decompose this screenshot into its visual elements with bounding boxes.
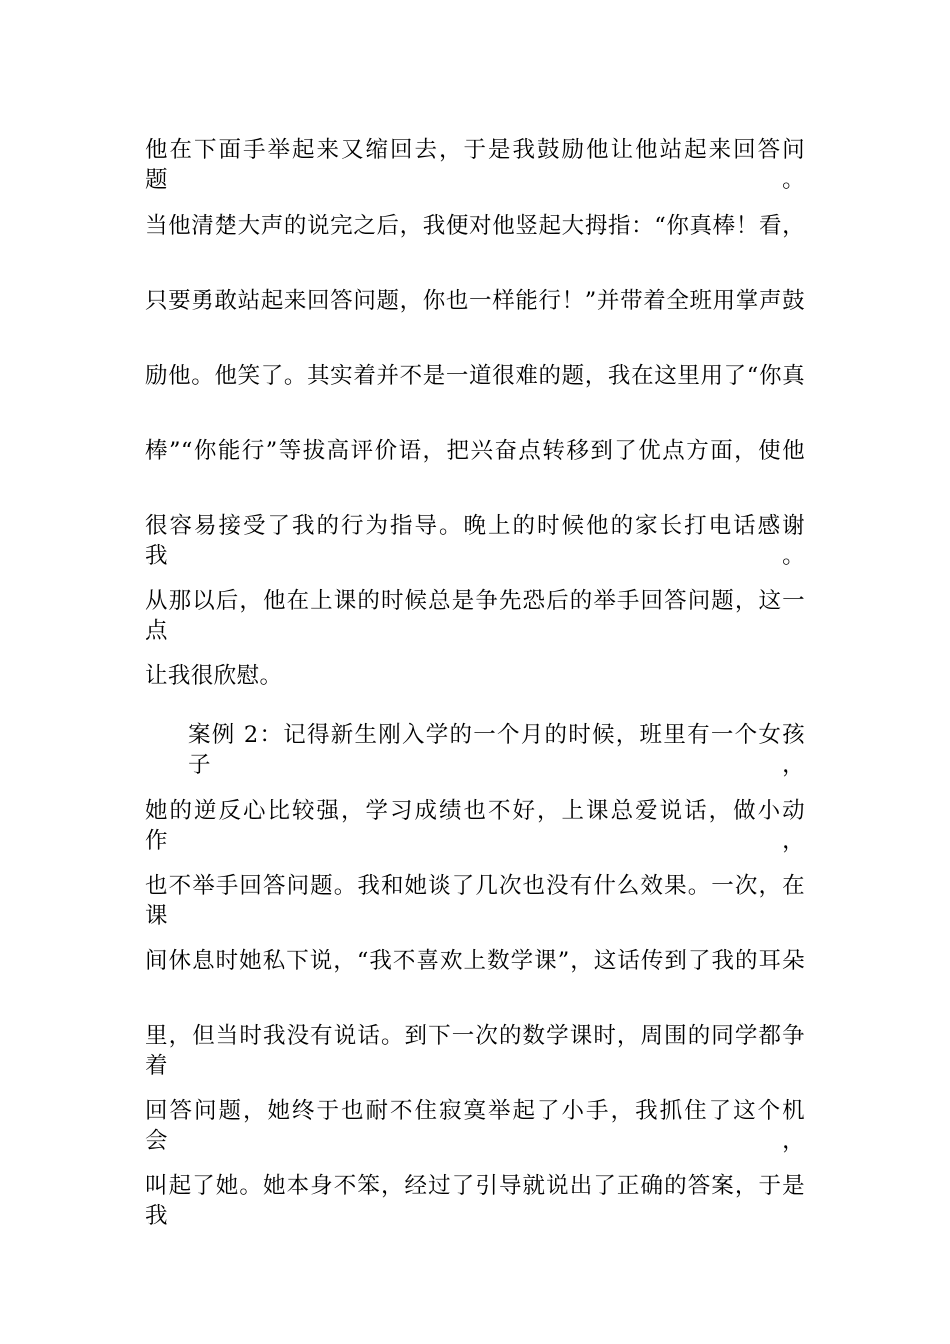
paragraph-line: 叫起了她。她本身不笨，经过了引导就说出了正确的答案，于是我 (145, 1173, 805, 1229)
paragraph-line: 当他清楚大声的说完之后，我便对他竖起大拇指：“你真棒！看， (145, 213, 805, 239)
paragraph-line: 励他。他笑了。其实着并不是一道很难的题，我在这里用了“你真 (145, 363, 805, 389)
paragraph-line: 回答问题，她终于也耐不住寂寞举起了小手，我抓住了这个机会， (145, 1098, 805, 1154)
paragraph-line-indented: 案例 2：记得新生刚入学的一个月的时候，班里有一个女孩子， (188, 722, 805, 778)
paragraph-line: 让我很欣慰。 (145, 663, 283, 689)
paragraph-line: 很容易接受了我的行为指导。晚上的时候他的家长打电话感谢我。 (145, 513, 805, 569)
paragraph-line: 也不举手回答问题。我和她谈了几次也没有什么效果。一次，在课 (145, 873, 805, 929)
paragraph-line: 他在下面手举起来又缩回去，于是我鼓励他让他站起来回答问题。 (145, 137, 805, 193)
paragraph-line: 间休息时她私下说，“我不喜欢上数学课”，这话传到了我的耳朵 (145, 948, 805, 974)
paragraph-line: 从那以后，他在上课的时候总是争先恐后的举手回答问题，这一点 (145, 588, 805, 644)
paragraph-line: 只要勇敢站起来回答问题，你也一样能行！”并带着全班用掌声鼓 (145, 288, 805, 314)
paragraph-line: 她的逆反心比较强，学习成绩也不好，上课总爱说话，做小动作， (145, 798, 805, 854)
paragraph-line: 里，但当时我没有说话。到下一次的数学课时，周围的同学都争着 (145, 1023, 805, 1079)
paragraph-line: 棒”“你能行”等拔高评价语，把兴奋点转移到了优点方面，使他 (145, 438, 805, 464)
